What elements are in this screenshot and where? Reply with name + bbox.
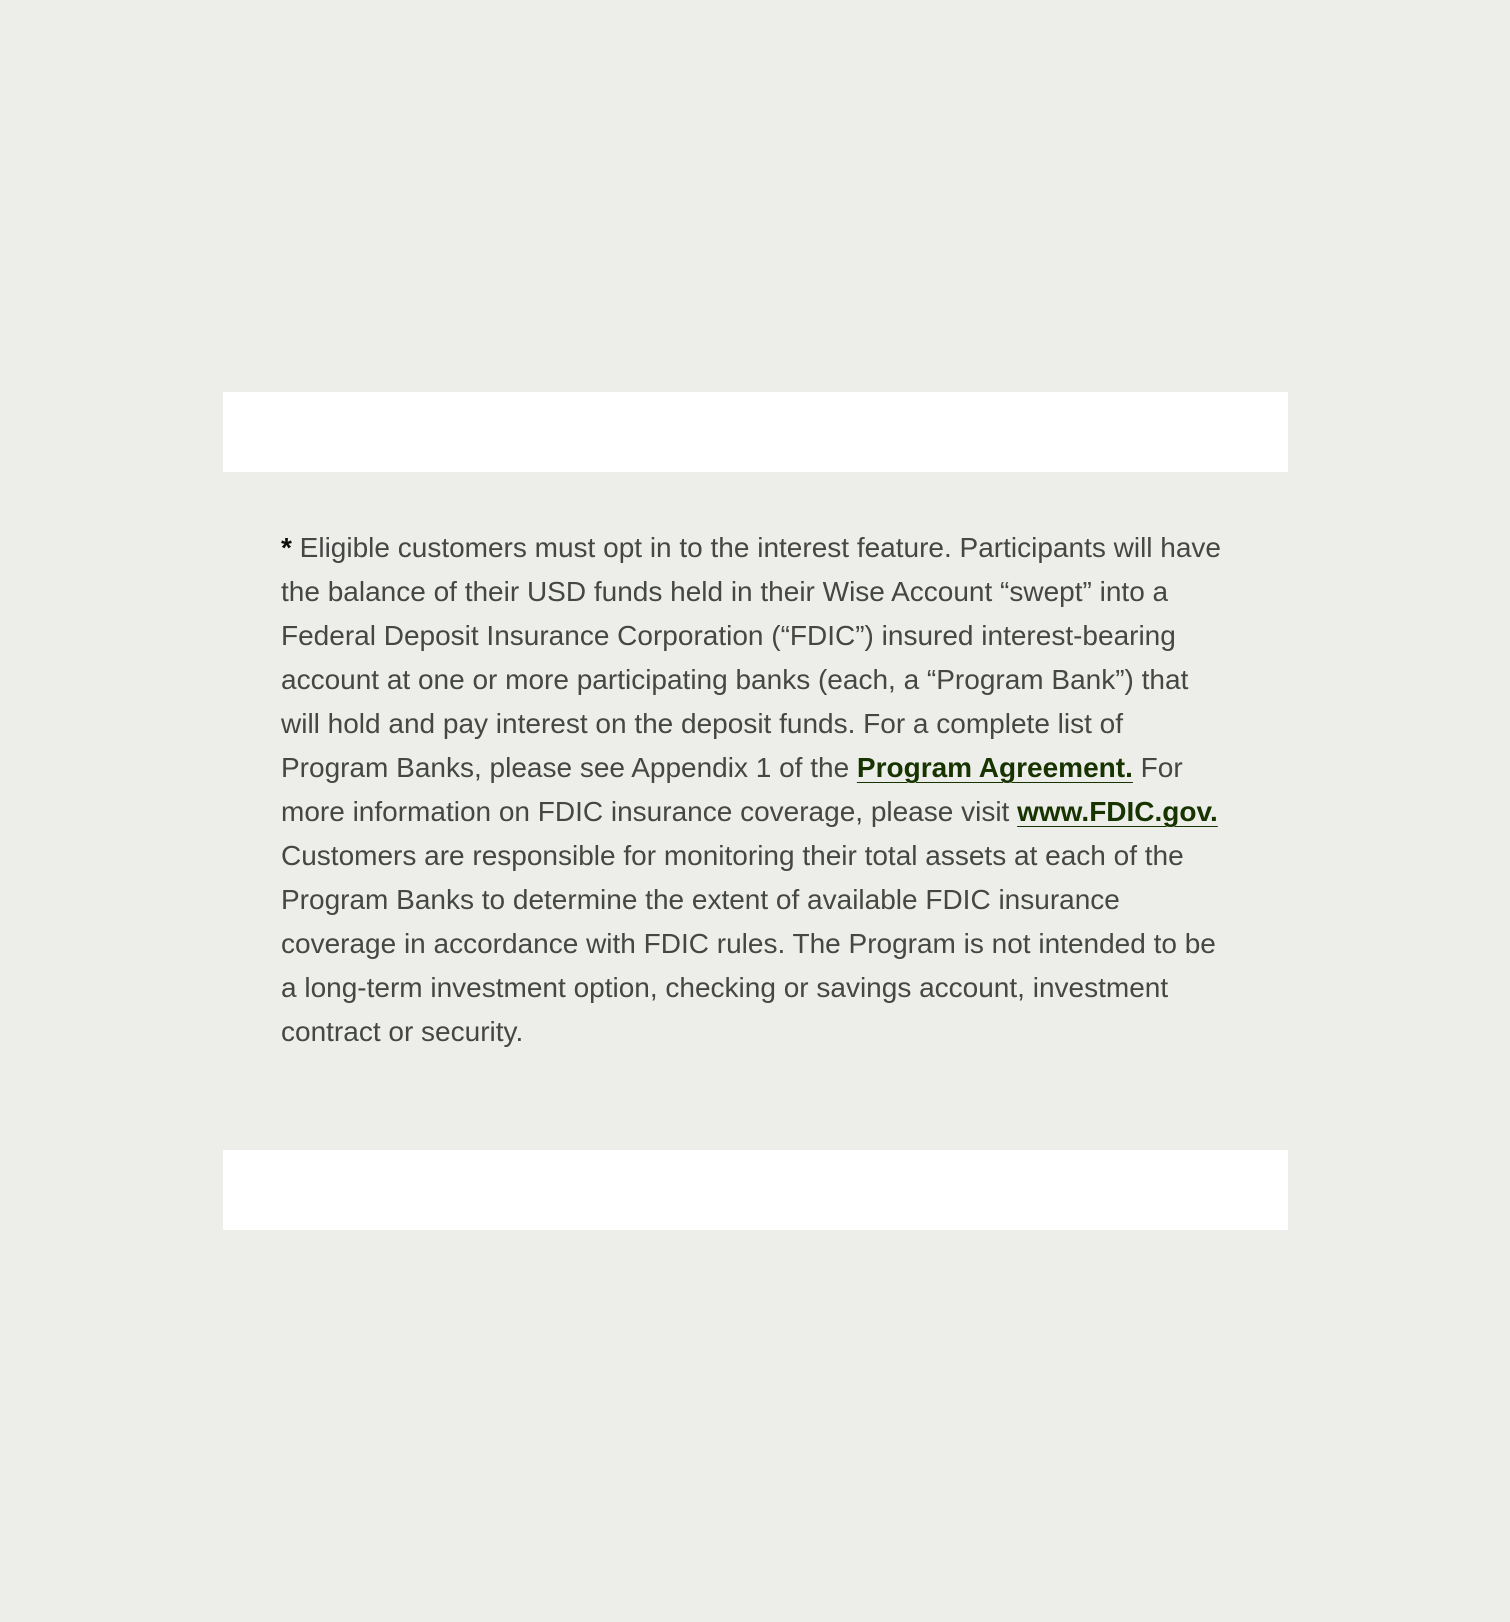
- disclaimer-text-part-1: Eligible customers must opt in to the interest feature. Participants will have the balance of their USD funds held in their Wise Account “swept” into a Federal Deposit Insurance Corporation (“FDIC”) insured interest-bearing account at one or more participating banks (each, a “Program Bank”) that will hold and pay interest on the deposit funds. For a complete list of Program Banks, please see Appendix 1 of the: [281, 532, 1222, 783]
- interest-disclaimer: [281, 526, 1231, 1054]
- disclaimer-text-part-2: For more information on FDIC insurance coverage, please visit: [281, 752, 1183, 827]
- footnote-asterisk: *: [281, 532, 292, 563]
- top-white-band: [223, 392, 1288, 472]
- fdic-website-link[interactable]: www.FDIC.gov.: [1017, 796, 1218, 827]
- bottom-white-band: [223, 1150, 1288, 1230]
- program-agreement-link[interactable]: Program Agreement.: [856, 752, 1133, 783]
- disclaimer-text-part-3: Customers are responsible for monitoring their total assets at each of the Program Banks to determine the extent of available FDIC insurance coverage in accordance with FDIC rules. The Program is not intended to be a long-term investment option, checking or savings account, investment contract or security.: [281, 840, 1216, 1047]
